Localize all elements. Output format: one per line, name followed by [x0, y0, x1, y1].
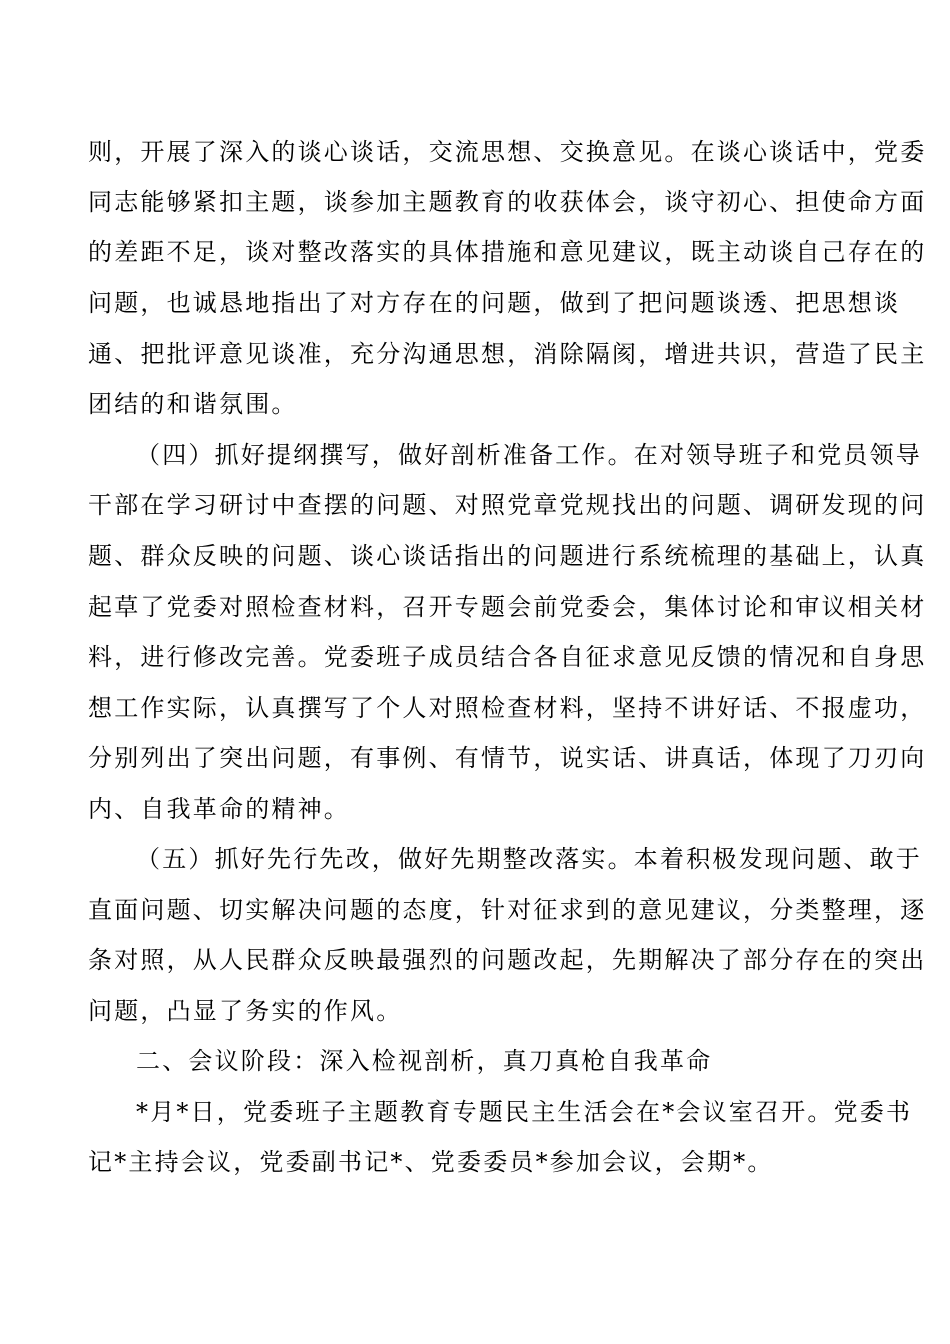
text-line: 问题，凸显了务实的作风。: [88, 997, 403, 1025]
text-line: 则，开展了深入的谈心谈话，交流思想、交换意见。在谈心谈话中，党委: [88, 138, 927, 166]
text-line: 料，进行修改完善。党委班子成员结合各自征求意见反馈的情况和自身思: [88, 643, 927, 671]
chapter-heading: 二、会议阶段：深入检视剖析，真刀真枪自我革命: [136, 1047, 713, 1075]
text-line: 同志能够紧扣主题，谈参加主题教育的收获体会，谈守初心、担使命方面: [88, 188, 927, 216]
text-line: 起草了党委对照检查材料，召开专题会前党委会，集体讨论和审议相关材: [88, 593, 927, 621]
text-line: 通、把批评意见谈准，充分沟通思想，消除隔阂，增进共识，营造了民主: [88, 340, 927, 368]
section-heading-line: （四）抓好提纲撰写，做好剖析准备工作。在对领导班子和党员领导: [136, 441, 922, 469]
text-line: 内、自我革命的精神。: [88, 795, 350, 823]
text-line: 问题，也诚恳地指出了对方存在的问题，做到了把问题谈透、把思想谈: [88, 289, 901, 317]
text-line: 干部在学习研讨中查摆的问题、对照党章党规找出的问题、调研发现的问: [88, 491, 927, 519]
text-line: 记*主持会议，党委副书记*、党委委员*参加会议，会期*。: [88, 1148, 774, 1176]
text-line: 的差距不足，谈对整改落实的具体措施和意见建议，既主动谈自己存在的: [88, 238, 927, 266]
section-heading-line: （五）抓好先行先改，做好先期整改落实。本着积极发现问题、敢于: [136, 845, 922, 873]
text-line: 分别列出了突出问题，有事例、有情节，说实话、讲真话，体现了刀刃向: [88, 744, 927, 772]
text-line: 条对照，从人民群众反映最强烈的问题改起，先期解决了部分存在的突出: [88, 946, 927, 974]
text-line: 团结的和谐氛围。: [88, 390, 298, 418]
text-line: 题、群众反映的问题、谈心谈话指出的问题进行系统梳理的基础上，认真: [88, 542, 927, 570]
text-line: *月*日，党委班子主题教育专题民主生活会在*会议室召开。党委书: [136, 1098, 913, 1126]
text-line: 直面问题、切实解决问题的态度，针对征求到的意见建议，分类整理，逐: [88, 896, 927, 924]
text-line: 想工作实际，认真撰写了个人对照检查材料，坚持不讲好话、不报虚功，: [88, 694, 927, 722]
